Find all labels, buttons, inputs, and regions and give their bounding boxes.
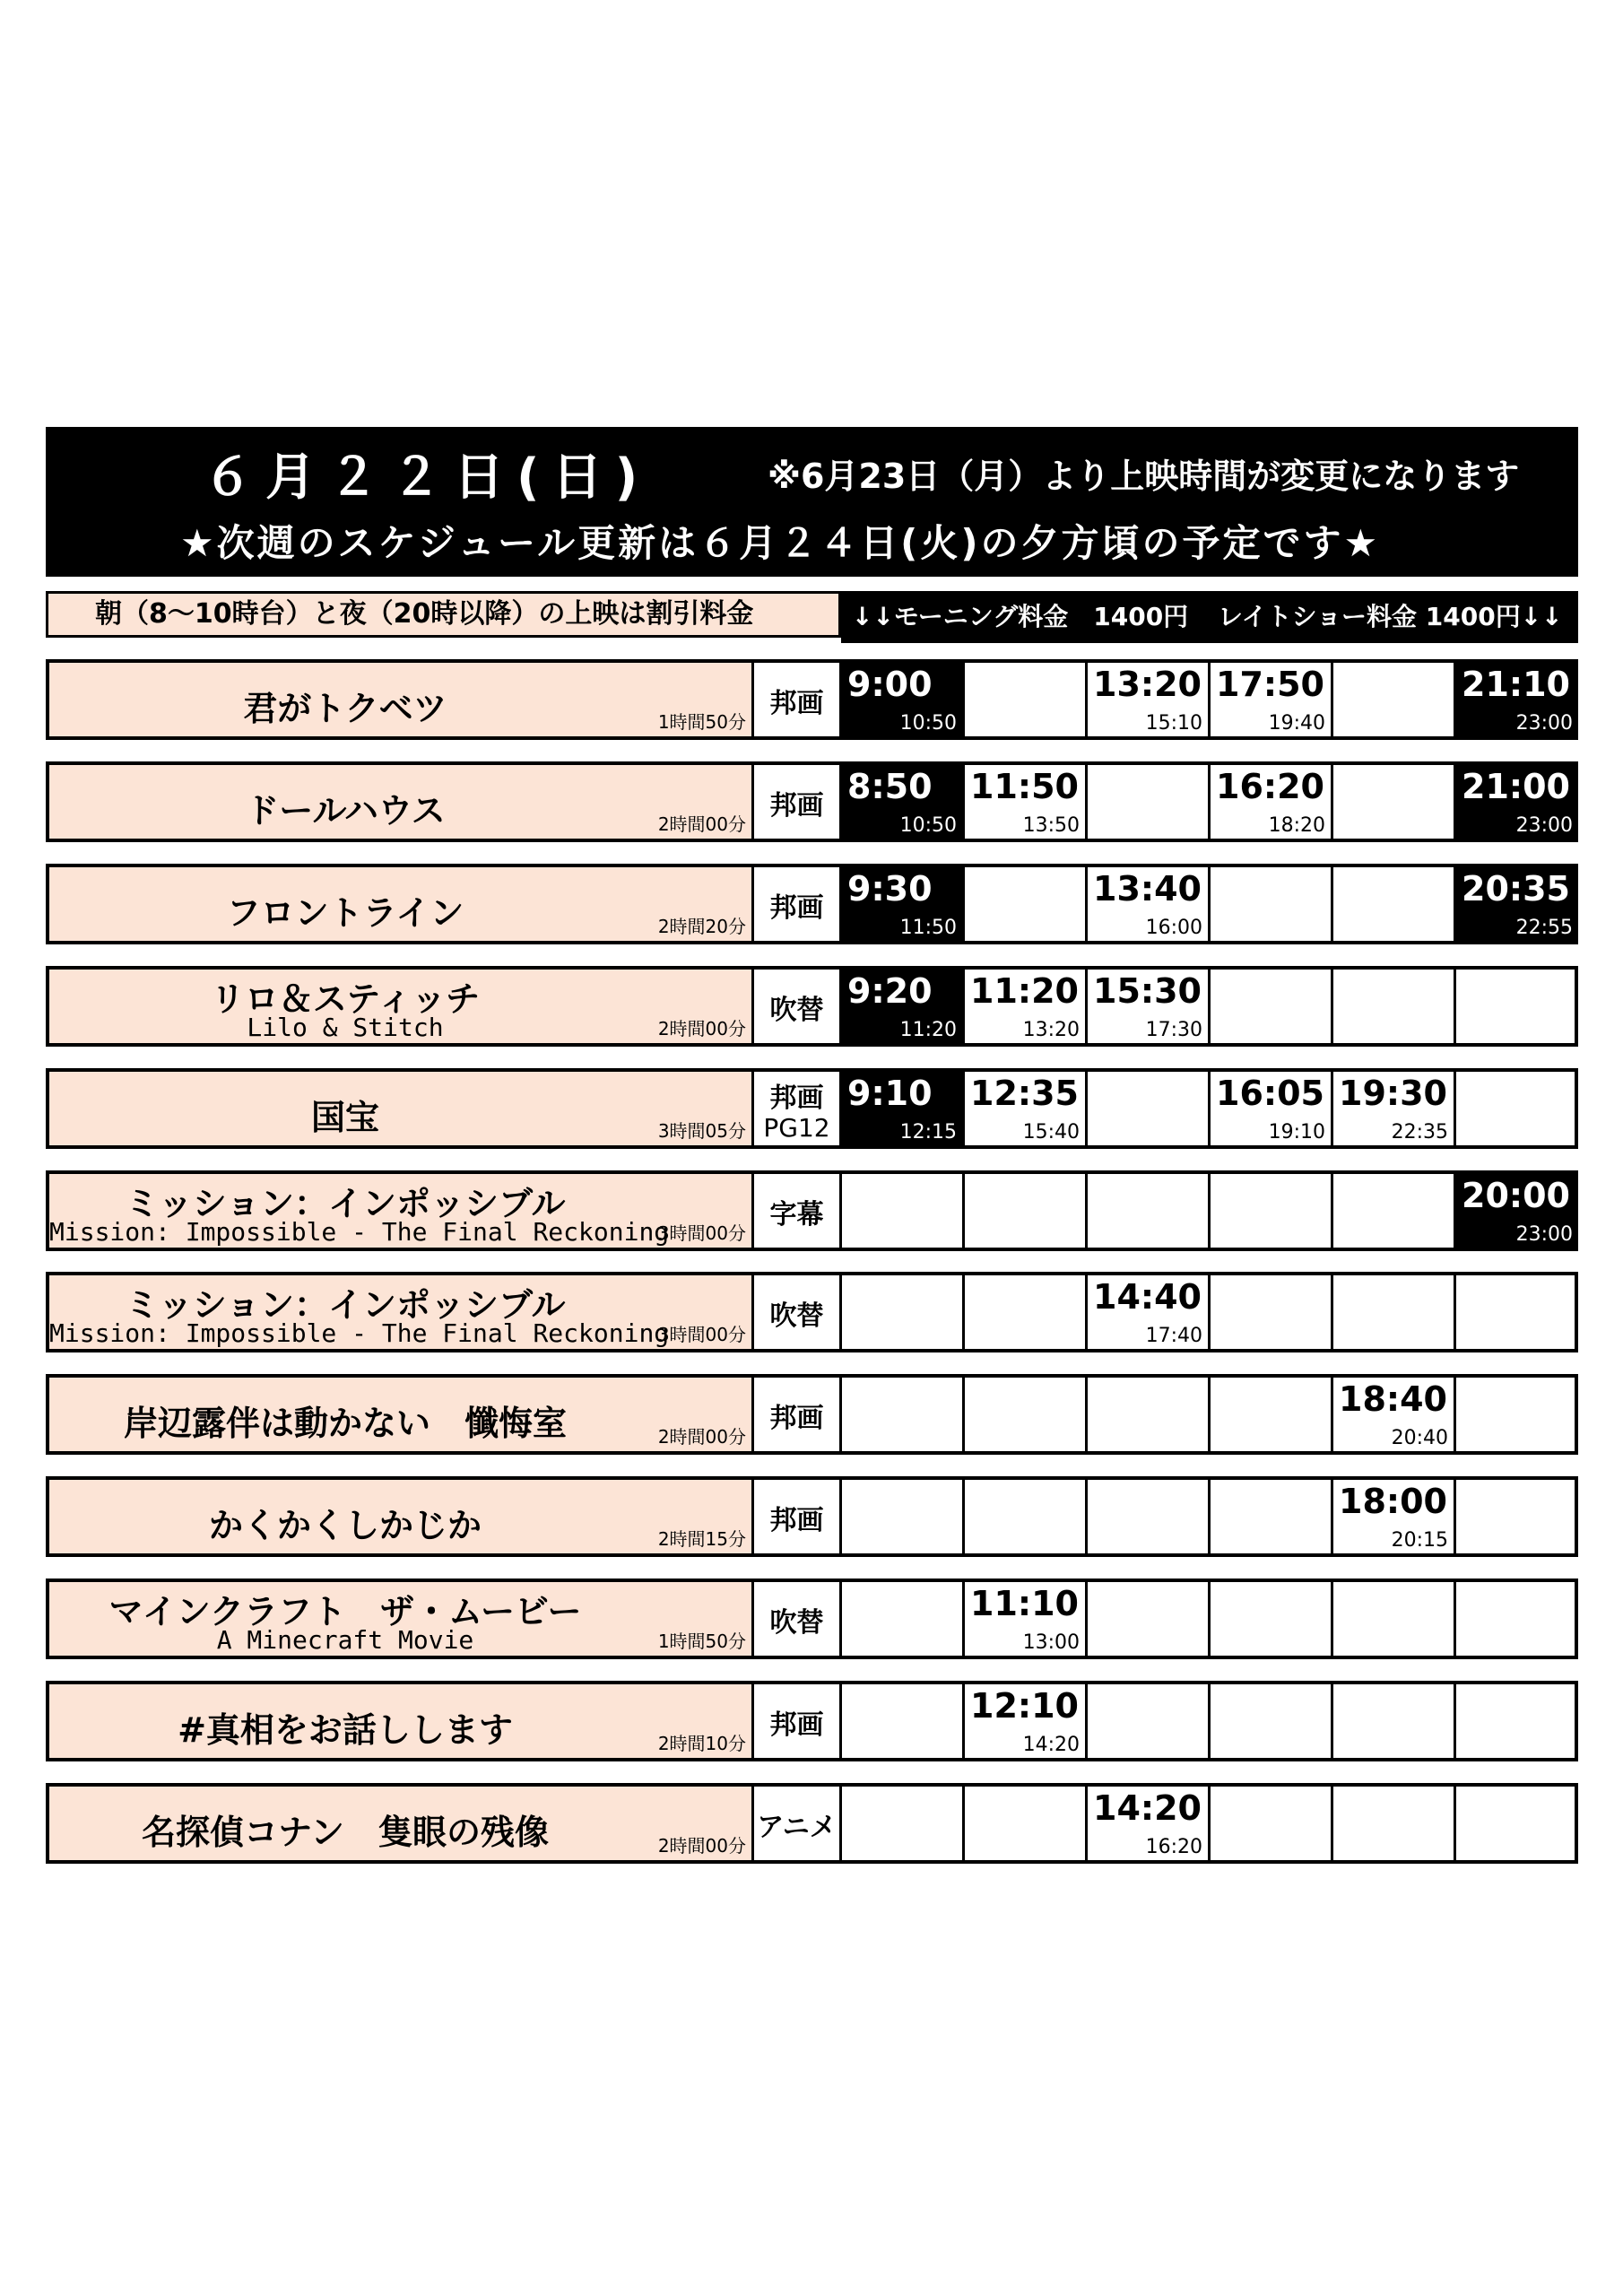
empty-slot (1333, 1174, 1456, 1248)
showtime-end: 20:15 (1391, 1529, 1448, 1552)
showtime-start: 16:20 (1216, 767, 1324, 806)
movie-format (754, 1787, 842, 1860)
showtime-end: 13:20 (1022, 1019, 1080, 1041)
empty-slot (1211, 867, 1333, 941)
empty-slot (1456, 1684, 1578, 1758)
late-show-price: レイトショー料金 1400円↓↓ (1218, 602, 1563, 631)
movie-row (46, 1476, 1578, 1557)
schedule-change-note: ※6月23日（月）より上映時間が変更になります (768, 457, 1520, 496)
showtime-start: 9:30 (847, 869, 933, 909)
empty-slot (1456, 1582, 1578, 1656)
movie-duration: 2時間15分 (657, 1528, 746, 1550)
showtime-start: 15:30 (1093, 971, 1202, 1011)
showtime-end: 18:20 (1268, 814, 1325, 837)
schedule-header (46, 427, 1578, 577)
showtime-slot (965, 1582, 1088, 1656)
empty-slot (965, 867, 1088, 941)
empty-slot (1456, 1787, 1578, 1860)
movie-title-cell (49, 1174, 754, 1248)
movie-title-cell (49, 1275, 754, 1349)
movie-rating: PG12 (763, 1113, 830, 1143)
showtime-end: 17:30 (1145, 1019, 1202, 1041)
showtime-start: 21:10 (1462, 665, 1570, 704)
empty-slot (965, 1480, 1088, 1553)
showtime-slot (1211, 663, 1333, 736)
movie-title: 君がトクベツ (243, 689, 447, 728)
empty-slot (842, 1378, 965, 1451)
movie-title: フロントライン (226, 893, 464, 933)
movie-format (754, 663, 842, 736)
movie-format (754, 1275, 842, 1349)
movie-duration: 3時間00分 (657, 1222, 746, 1244)
empty-slot (1333, 970, 1456, 1043)
showtime-slot (965, 765, 1088, 839)
movie-duration: 1時間50分 (657, 1631, 746, 1652)
showtime-end: 15:40 (1022, 1121, 1080, 1144)
movie-title: マインクラフト ザ・ムービー (108, 1592, 582, 1631)
showtime-start: 11:10 (970, 1584, 1079, 1623)
movie-format (754, 1684, 842, 1758)
movie-row (46, 966, 1578, 1047)
next-update-note: ★次週のスケジュール更新は６月２４日(火)の夕方頃の予定です★ (180, 521, 1381, 565)
showtime-slot (1088, 970, 1211, 1043)
movie-duration: 2時間00分 (657, 813, 746, 835)
empty-slot (965, 1174, 1088, 1248)
empty-slot (1456, 970, 1578, 1043)
showtime-start: 9:20 (847, 971, 933, 1011)
showtime-slot (965, 1684, 1088, 1758)
showtime-end: 11:50 (899, 917, 957, 939)
showtime-slot (1088, 663, 1211, 736)
movie-title-cell (49, 1378, 754, 1451)
movie-title-cell (49, 970, 754, 1043)
movie-row (46, 1374, 1578, 1455)
empty-slot (1088, 1582, 1211, 1656)
showtime-slot (1211, 1072, 1333, 1145)
discount-row (46, 591, 1578, 643)
movie-row (46, 864, 1578, 944)
empty-slot (1088, 1684, 1211, 1758)
empty-slot (1211, 1582, 1333, 1656)
movie-title: 国宝 (310, 1098, 379, 1137)
showtime-slot (842, 1072, 965, 1145)
showtime-start: 13:40 (1093, 869, 1202, 909)
movie-title: かくかくしかじか (208, 1506, 482, 1545)
showtime-slot (1088, 1787, 1211, 1860)
movie-format-label: 邦画 (769, 892, 824, 924)
showtime-start: 12:35 (970, 1074, 1079, 1113)
movie-format-label: アニメ (757, 1812, 837, 1843)
movie-format-label: 邦画 (769, 790, 824, 822)
movie-row (46, 1578, 1578, 1659)
movie-title: ドールハウス (245, 791, 446, 831)
showtime-end: 17:40 (1145, 1325, 1202, 1347)
morning-price: ↓↓モーニング料金 1400円 (852, 602, 1189, 631)
empty-slot (965, 1275, 1088, 1349)
showtime-start: 9:00 (847, 665, 933, 704)
showtime-slot (842, 970, 965, 1043)
showtime-end: 13:50 (1022, 814, 1080, 837)
movie-format (754, 1480, 842, 1553)
movie-title: ミッション：インポッシブル (125, 1184, 566, 1223)
showtime-start: 18:40 (1339, 1379, 1447, 1419)
empty-slot (842, 1480, 965, 1553)
showtime-end: 11:20 (899, 1019, 957, 1041)
showtime-start: 11:50 (970, 767, 1079, 806)
empty-slot (1456, 1378, 1578, 1451)
showtime-slot (1333, 1378, 1456, 1451)
showtime-slot (1333, 1480, 1456, 1553)
showtime-end: 23:00 (1515, 1223, 1573, 1246)
empty-slot (1456, 1480, 1578, 1553)
showtime-slot (842, 765, 965, 839)
movie-title-cell (49, 1480, 754, 1553)
showtime-start: 8:50 (847, 767, 933, 806)
movie-format (754, 970, 842, 1043)
empty-slot (965, 1787, 1088, 1860)
discount-prices (841, 591, 1578, 643)
movie-title-cell (49, 765, 754, 839)
empty-slot (1333, 765, 1456, 839)
empty-slot (1088, 1480, 1211, 1553)
showtime-start: 13:20 (1093, 665, 1202, 704)
empty-slot (965, 663, 1088, 736)
showtime-end: 20:40 (1391, 1427, 1448, 1449)
movie-format (754, 765, 842, 839)
empty-slot (1333, 1582, 1456, 1656)
showtime-end: 19:40 (1268, 712, 1325, 735)
showtime-start: 20:35 (1462, 869, 1570, 909)
empty-slot (1211, 1275, 1333, 1349)
movie-title-cell (49, 1787, 754, 1860)
movie-format-label: 字幕 (769, 1199, 824, 1231)
movie-title-cell (49, 1072, 754, 1145)
empty-slot (842, 1582, 965, 1656)
movie-duration: 3時間00分 (657, 1324, 746, 1345)
showtime-start: 14:20 (1093, 1788, 1202, 1828)
showtime-end: 22:55 (1515, 917, 1573, 939)
movie-format-label: 吹替 (769, 1300, 824, 1332)
empty-slot (1456, 1275, 1578, 1349)
showtime-slot (1456, 1174, 1578, 1248)
movie-title-cell (49, 663, 754, 736)
empty-slot (1211, 1684, 1333, 1758)
showtime-end: 16:20 (1145, 1836, 1202, 1858)
showtime-slot (965, 970, 1088, 1043)
movie-duration: 2時間00分 (657, 1018, 746, 1039)
empty-slot (965, 1378, 1088, 1451)
empty-slot (1333, 1787, 1456, 1860)
movie-subtitle: Mission: Impossible - The Final Reckoning (49, 1217, 670, 1247)
empty-slot (842, 1275, 965, 1349)
movie-duration: 1時間50分 (657, 711, 746, 733)
showtime-start: 11:20 (970, 971, 1079, 1011)
movie-duration: 3時間05分 (657, 1120, 746, 1142)
movie-format-label: 邦画 (769, 1505, 824, 1536)
movie-title: 岸辺露伴は動かない 懺悔室 (123, 1404, 567, 1443)
movie-title-cell (49, 1582, 754, 1656)
showtime-slot (1456, 867, 1578, 941)
movie-subtitle: Mission: Impossible - The Final Reckoning (49, 1318, 670, 1348)
showtime-start: 9:10 (847, 1074, 933, 1113)
empty-slot (1211, 1378, 1333, 1451)
showtime-slot (1456, 765, 1578, 839)
movie-title: リロ＆スティッチ (210, 979, 481, 1019)
showtime-slot (842, 867, 965, 941)
movie-row (46, 1783, 1578, 1864)
movie-title-cell (49, 1684, 754, 1758)
showtime-end: 16:00 (1145, 917, 1202, 939)
movie-format-label: 吹替 (769, 995, 824, 1026)
showtime-start: 18:00 (1339, 1482, 1447, 1521)
movie-row (46, 1068, 1578, 1149)
movie-format (754, 867, 842, 941)
movie-title: ミッション：インポッシブル (125, 1285, 566, 1325)
empty-slot (1088, 1072, 1211, 1145)
showtime-end: 10:50 (899, 712, 957, 735)
showtime-end: 14:20 (1022, 1734, 1080, 1756)
showtime-slot (1333, 1072, 1456, 1145)
showtime-start: 19:30 (1339, 1074, 1447, 1113)
movie-duration: 2時間00分 (657, 1835, 746, 1857)
showtime-end: 13:00 (1022, 1631, 1080, 1654)
movie-duration: 2時間20分 (657, 916, 746, 937)
movie-format (754, 1582, 842, 1656)
movie-format (754, 1072, 842, 1145)
movie-row (46, 1681, 1578, 1761)
showtime-slot (1088, 867, 1211, 941)
showtime-end: 12:15 (899, 1121, 957, 1144)
movie-title: 名探偵コナン 隻眼の残像 (141, 1813, 550, 1852)
movie-title: #真相をお話しします (178, 1710, 513, 1750)
movie-row (46, 1170, 1578, 1251)
movie-row (46, 1272, 1578, 1352)
movie-duration: 2時間00分 (657, 1426, 746, 1448)
empty-slot (842, 1684, 965, 1758)
showtime-end: 19:10 (1268, 1121, 1325, 1144)
movie-format (754, 1174, 842, 1248)
empty-slot (842, 1174, 965, 1248)
movie-subtitle: A Minecraft Movie (216, 1625, 474, 1655)
empty-slot (1333, 663, 1456, 736)
schedule-date: ６月２２日(日) (203, 448, 651, 507)
discount-note: 朝（8～10時台）と夜（20時以降）の上映は割引料金 (46, 591, 841, 638)
showtime-slot (1088, 1275, 1211, 1349)
empty-slot (1088, 1174, 1211, 1248)
movie-format-label: 吹替 (769, 1607, 824, 1639)
empty-slot (1211, 970, 1333, 1043)
movie-row (46, 761, 1578, 842)
showtime-start: 17:50 (1216, 665, 1324, 704)
movie-format (754, 1378, 842, 1451)
showtime-start: 14:40 (1093, 1277, 1202, 1317)
empty-slot (1211, 1480, 1333, 1553)
showtime-start: 16:05 (1216, 1074, 1324, 1113)
showtime-end: 23:00 (1515, 814, 1573, 837)
showtime-slot (965, 1072, 1088, 1145)
showtime-start: 21:00 (1462, 767, 1570, 806)
showtime-start: 12:10 (970, 1686, 1079, 1726)
empty-slot (1333, 1684, 1456, 1758)
movie-format-label: 邦画 (769, 1083, 824, 1114)
empty-slot (1333, 1275, 1456, 1349)
showtime-start: 20:00 (1462, 1176, 1570, 1215)
showtime-end: 22:35 (1391, 1121, 1448, 1144)
empty-slot (1211, 1787, 1333, 1860)
showtime-slot (1211, 765, 1333, 839)
empty-slot (1211, 1174, 1333, 1248)
movie-row (46, 659, 1578, 740)
showtime-end: 23:00 (1515, 712, 1573, 735)
empty-slot (1333, 867, 1456, 941)
showtime-slot (1456, 663, 1578, 736)
movie-duration: 2時間10分 (657, 1733, 746, 1754)
empty-slot (1088, 1378, 1211, 1451)
movie-format-label: 邦画 (769, 1403, 824, 1434)
empty-slot (842, 1787, 965, 1860)
empty-slot (1088, 765, 1211, 839)
movie-subtitle: Lilo & Stitch (247, 1013, 444, 1042)
movie-format-label: 邦画 (769, 688, 824, 719)
showtime-end: 15:10 (1145, 712, 1202, 735)
movie-format-label: 邦画 (769, 1709, 824, 1741)
empty-slot (1456, 1072, 1578, 1145)
showtime-slot (842, 663, 965, 736)
showtime-end: 10:50 (899, 814, 957, 837)
movie-title-cell (49, 867, 754, 941)
